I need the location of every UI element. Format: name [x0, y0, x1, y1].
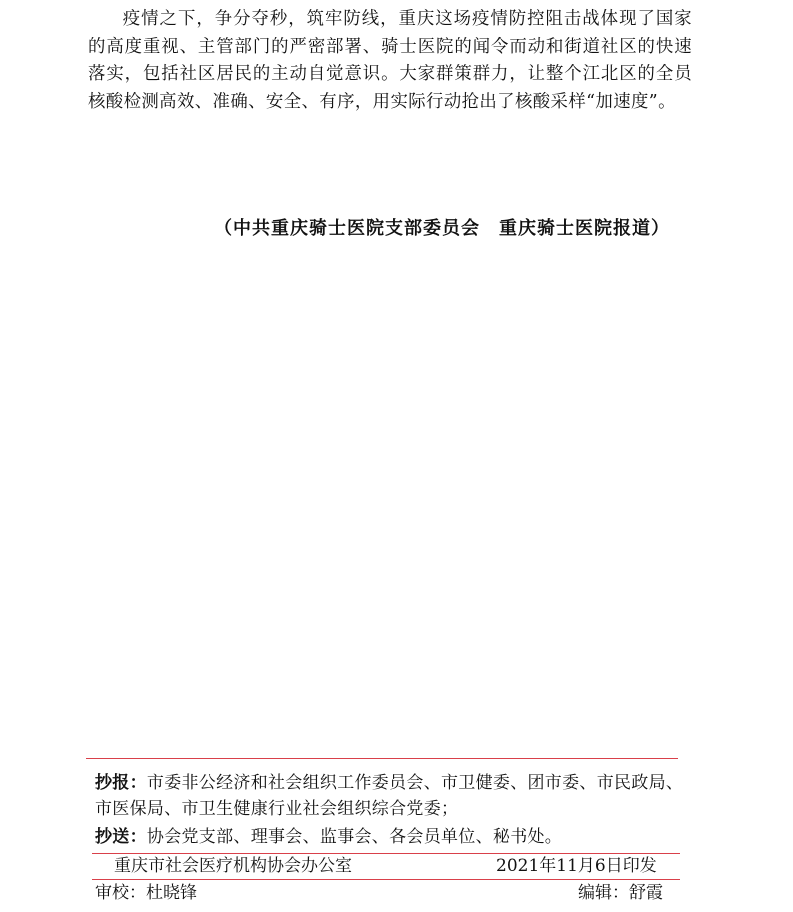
article-source: （中共重庆骑士医院支部委员会 重庆骑士医院报道） [214, 218, 670, 239]
reviewer: 审校：杜晓锋 [95, 883, 197, 903]
issuer-name: 重庆市社会医疗机构协会办公室 [114, 856, 352, 876]
cc-report-text: 市委非公经济和社会组织工作委员会、市卫健委、团市委、市民政局、市医保局、市卫生健康行业社会组织综合党委； [95, 773, 684, 819]
issuer-top-rule [92, 853, 680, 854]
footer-top-rule [86, 758, 678, 759]
editor: 编辑：舒霞 [578, 883, 663, 903]
issue-date: 2021年11月6日印发 [496, 856, 657, 876]
issuer-bottom-rule [92, 879, 680, 880]
cc-report-label: 抄报： [95, 773, 147, 793]
cc-send-text: 协会党支部、理事会、监事会、各会员单位、秘书处。 [146, 827, 563, 847]
article-paragraph: 疫情之下，争分夺秒，筑牢防线，重庆这场疫情防控阻击战体现了国家的高度重视、主管部门的严密部署、骑士医院的闻令而动和街道社区的快速落实，包括社区居民的主动自觉意识。大家群策群力，让整个江北区的全员核酸检测高效、准确、安全、有序，用实际行动抢出了核酸采样“加速度”。 [88, 9, 692, 112]
cc-send [95, 824, 691, 850]
cc-send-label: 抄送： [95, 827, 147, 847]
cc-report [95, 770, 691, 822]
